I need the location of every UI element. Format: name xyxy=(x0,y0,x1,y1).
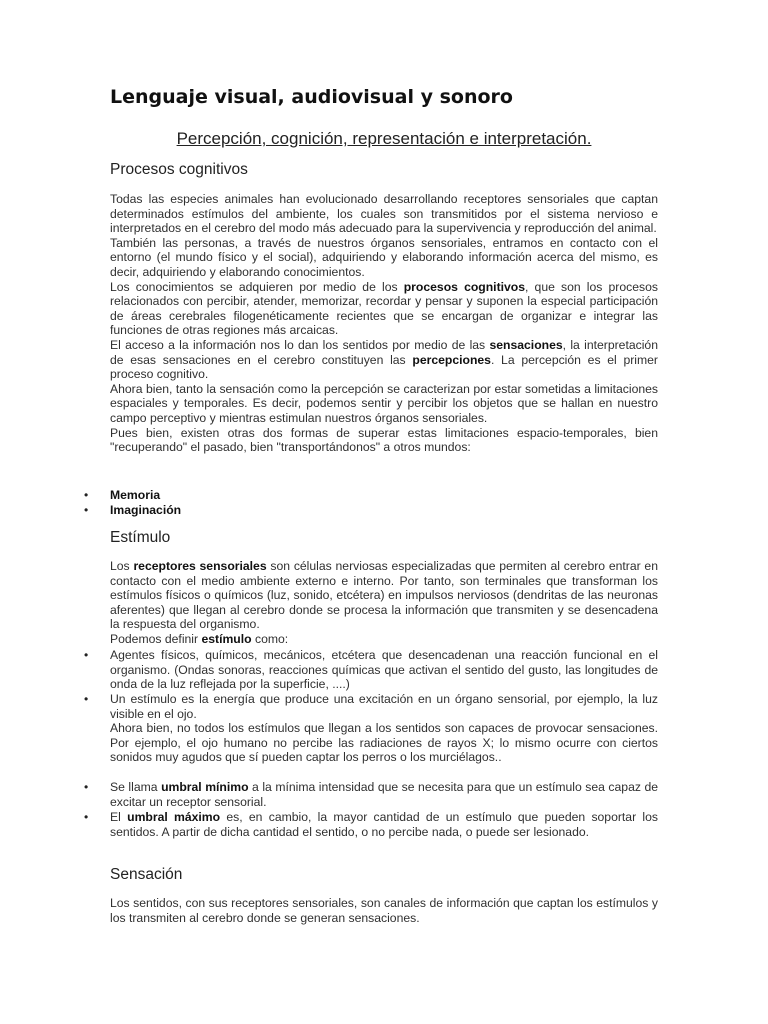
list-item-umbral-maximo: El umbral máximo es, en cambio, la mayor cantidad de un estímulo que pueden soportar los sentidos. A partir de dicha cantidad el sentido, o no percibe nada, o puede ser lesionado. xyxy=(110,810,658,839)
list-item-umbral-minimo: Se llama umbral mínimo a la mínima intensidad que se necesita para que un estímulo sea capaz de excitar un receptor sensorial. xyxy=(110,780,659,809)
document-subtitle: Percepción, cognición, representación e interpretación. xyxy=(176,129,592,148)
bold-sensaciones: sensaciones xyxy=(489,337,563,352)
list-item-memoria: Memoria xyxy=(110,488,161,502)
bullet-dot: • xyxy=(84,648,89,662)
list-item-agentes: Agentes físicos, químicos, mecánicos, etcétera que desencadenan una reacción funcional en el organismo. (Ondas sonoras, reacciones químicas que activan el sentido del gusto, las longitudes de onda de la luz reflejada por la superficie, ....) xyxy=(110,648,658,692)
heading-estimulo: Estímulo xyxy=(110,529,171,546)
list-item-energia: Un estímulo es la energía que produce una excitación en un órgano sensorial, por ejemplo, la luz visible en el ojo. Ahora bien, no todos los estímulos que llegan a los sentidos son capaces de provocar sensaciones. Por ejemplo, el ojo humano no percibe las radiaciones de rayos X; lo mismo ocurre con ciertos sonidos muy agudos que sí pueden captar los perros o los murciélagos.. xyxy=(110,692,658,765)
bold-percepciones: percepciones xyxy=(412,352,491,367)
bullet-dot: • xyxy=(84,503,89,517)
bold-receptores-sensoriales: receptores sensoriales xyxy=(133,559,267,573)
document-title: Lenguaje visual, audiovisual y sonoro xyxy=(110,86,513,108)
bold-estimulo: estímulo xyxy=(201,631,252,646)
list-item-imaginacion: Imaginación xyxy=(110,503,182,517)
paragraph-procesos-1: Todas las especies animales han evolucionado desarrollando receptores sensoriales que captan determinados estímulos del ambiente, los cuales son transmitidos por el sistema nervioso e interpretados en el cerebro del modo más adecuado para la supervivencia y reproducción del animal. También las personas, a través de nuestros órganos sensoriales, entramos en contacto con el entorno (el mundo físico y el social), adquiriendo y elaborando información acerca del mismo, es decir, adquiriendo y elaborando conocimientos. Los conocimientos se adquieren por medio de los procesos cognitivos, que son los procesos relacionados con percibir, atender, memorizar, recordar y pensar y suponen la especial participación de áreas cerebrales filogenéticamente recientes que se encargan de organizar e integrar las funciones de otras regiones más arcaicas. El acceso a la información nos lo dan los sentidos por medio de las sensaciones, la interpretación de esas sensaciones en el cerebro constituyen las percepciones. La percepción es el primer proceso cognitivo. Ahora bien, tanto la sensación como la percepción se caracterizan por estar sometidas a limitaciones espaciales y temporales. Es decir, podemos sentir y percibir los objetos que se hallan en nuestro campo perceptivo y mientras estimulan nuestros órganos sensoriales. Pues bien, existen otras dos formas de superar estas limitaciones espacio-temporales, bien "recuperando" el pasado, bien "transportándonos" a otros mundos: xyxy=(110,192,658,455)
bullet-dot: • xyxy=(84,780,89,794)
paragraph-estimulo-1: Los receptores sensoriales son células nerviosas especializadas que permiten al cerebro entrar en contacto con el medio ambiente externo e interno. Por tanto, son terminales que transforman los estímulos físicos o químicos (luz, sonido, etcétera) en impulsos nerviosos (dendritas de las neuronas aferentes) que llegan al cerebro donde se procesa la información que transmiten y se desencadena la respuesta del organismo. Podemos definir estímulo como: xyxy=(110,559,658,646)
bullet-dot: • xyxy=(84,488,89,502)
bullet-dot: • xyxy=(84,810,89,824)
heading-sensacion: Sensación xyxy=(110,866,183,883)
bold-procesos-cognitivos: procesos cognitivos xyxy=(403,279,526,294)
bullet-dot: • xyxy=(84,692,89,706)
heading-procesos-cognitivos: Procesos cognitivos xyxy=(110,161,248,178)
paragraph-sensacion-1: Los sentidos, con sus receptores sensoriales, son canales de información que captan los estímulos y los transmiten al cerebro donde se generan sensaciones. xyxy=(110,896,658,925)
